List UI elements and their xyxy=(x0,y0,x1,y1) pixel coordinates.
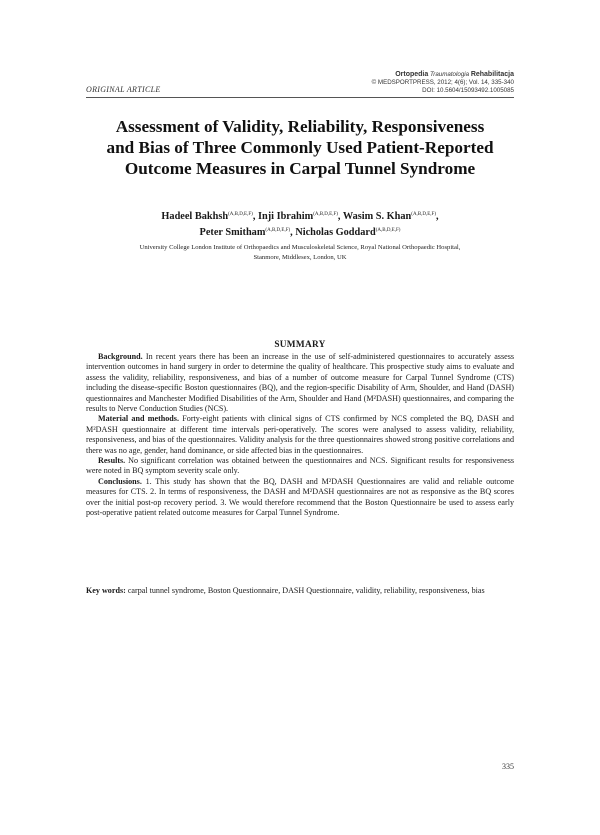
background-text: In recent years there has been an increase in the use of self-administered questionnaires to accurately assess intervention outcomes in hand surgery in order to determine the quality of healthcare. This prospective study aims to evaluate and assess the validity, reliability, responsiveness, and bias of a number of outcome measure for Carpal Tunnel Syndrome (CTS) including the disease-specific Boston questionnaires (BQ), and the region-specific Disability of Arm, Shoulder, and Hand (DASH) questionnaires and Manchester Modified Disabilities of the Arm, Shoulder and Hand (M²DASH) questionnaires, and comparing the results to Nerve Conduction Studies (NCS). xyxy=(86,352,514,414)
author-separator: , xyxy=(290,227,296,238)
keywords xyxy=(86,586,514,596)
summary-background xyxy=(86,352,514,414)
article-title xyxy=(70,116,530,179)
author-separator: , xyxy=(337,211,343,222)
journal-volume: © MEDSPORTPRESS, 2012; 4(6); Vol. 14, 335-340 xyxy=(371,79,514,86)
affiliation xyxy=(96,243,504,262)
journal-info xyxy=(372,71,514,95)
background-label: Background. xyxy=(98,352,143,361)
author-name: Nicholas Goddard xyxy=(295,227,376,238)
author-list xyxy=(86,208,514,240)
summary-body xyxy=(86,352,514,519)
journal-name xyxy=(372,71,514,79)
keywords-text: carpal tunnel syndrome, Boston Questionnaire, DASH Questionnaire, validity, reliability, responsiveness, bias xyxy=(125,586,485,595)
author-line xyxy=(86,208,514,224)
results-label: Results. xyxy=(98,456,126,466)
author-separator: , xyxy=(252,211,258,222)
author-name: Hadeel Bakhsh xyxy=(161,211,229,222)
author-contribution: (A,B,D,E,F) xyxy=(228,212,253,217)
methods-label: Material and methods. xyxy=(98,414,179,424)
journal-name-c: Rehabilitacja xyxy=(470,71,514,78)
summary-heading: SUMMARY xyxy=(274,340,326,350)
author-contribution: (A,B,D,E,F) xyxy=(375,228,401,233)
author-separator: , xyxy=(436,211,439,222)
page-number: 335 xyxy=(502,762,514,771)
author-contribution: (A,B,D,E,F) xyxy=(265,228,291,233)
summary-results xyxy=(86,456,514,477)
conclusions-label: Conclusions. xyxy=(98,476,142,486)
keywords-label: Key words: xyxy=(86,586,126,595)
header-divider xyxy=(86,97,514,98)
title-line: Outcome Measures in Carpal Tunnel Syndrome xyxy=(124,159,476,178)
conclusions-text: 1. This study has shown that the BQ, DASH and M²DASH Questionnaires are valid and reliable outcome measures for CTS. 2. In terms of responsiveness, the DASH and M²DASH questionnaires are not as responsive as the BQ scores over the initial post-op recovery period. 3. We would therefore recommend that the Boston Questionnaire be used to assess early post-operative patient related outcome measures for Carpal Tunnel Syndrome. xyxy=(86,476,514,518)
author-contribution: (A,B,D,E,F) xyxy=(313,212,338,217)
author-name: Wasim S. Khan xyxy=(342,211,412,222)
journal-doi: DOI: 10.5604/15093492.1005085 xyxy=(422,87,514,94)
journal-name-b: Traumatologia xyxy=(429,71,470,78)
author-contribution: (A,B,D,E,F) xyxy=(411,212,437,217)
summary-methods xyxy=(86,414,514,456)
affiliation-line: Stanmore, Middlesex, London, UK xyxy=(253,253,347,261)
summary-conclusions xyxy=(86,477,514,519)
results-text: No significant correlation was obtained between the questionnaires and NCS. Significant results for responsiveness were noted in BQ symptom severity scale only. xyxy=(86,456,514,476)
journal-name-a: Ortopedia xyxy=(395,71,429,78)
section-label: ORIGINAL ARTICLE xyxy=(86,85,161,94)
title-line: and Bias of Three Commonly Used Patient-Reported xyxy=(106,138,494,157)
methods-text: Forty-eight patients with clinical signs of CTS confirmed by NCS completed the BQ, DASH and M²DASH questionnaire at different time intervals peri-operatively. The scores were analysed to assess validity, reliability, responsiveness, and bias of the questionnaires. Validity analysis for the three questionnaires showed strong positive correlations and there was no age, gender, hand dominance, or side affected bias in the questionnaires. xyxy=(86,414,514,455)
author-name: Peter Smitham xyxy=(199,227,266,238)
author-line xyxy=(86,224,514,240)
author-name: Inji Ibrahim xyxy=(257,211,314,222)
affiliation-line: University College London Institute of Orthopaedics and Musculoskeletal Science, Royal National Orthopaedic Hospital, xyxy=(139,244,461,251)
title-line: Assessment of Validity, Reliability, Responsiveness xyxy=(115,117,485,136)
